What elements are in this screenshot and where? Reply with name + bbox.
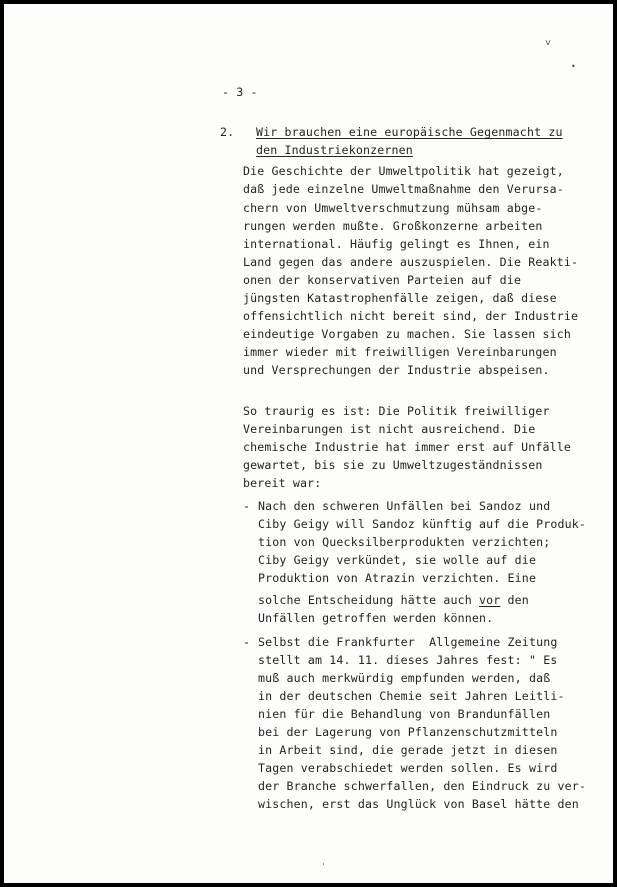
scan-dot: • xyxy=(571,62,576,71)
scan-mark: ˈ xyxy=(321,862,326,871)
text-segment: solche Entscheidung hätte auch xyxy=(258,593,480,607)
text-line: Die Geschichte der Umweltpolitik hat gezeigt, xyxy=(243,164,564,178)
text-line xyxy=(258,593,529,607)
text-line: bereit war: xyxy=(243,476,322,490)
text-line: Tagen verabschiedet werden sollen. Es wird xyxy=(258,761,558,775)
text-line: Produktion von Atrazin verzichten. Eine xyxy=(258,571,537,585)
text-line: Ciby Geigy will Sandoz künftig auf die Produk- xyxy=(258,517,586,531)
text-line: immer wieder mit freiwilligen Vereinbarungen xyxy=(243,345,557,359)
text-line: So traurig es ist: Die Politik freiwilliger xyxy=(243,404,550,418)
text-line: muß auch merkwürdig empfunden werden, daß xyxy=(258,671,551,685)
text-line: chern von Umweltverschmutzung mühsam abge- xyxy=(243,201,543,215)
text-line: wischen, erst das Unglück von Basel hätte den xyxy=(258,797,579,811)
heading-line-1: Wir brauchen eine europäische Gegenmacht zu xyxy=(256,125,563,139)
scan-mark: ˅ xyxy=(545,38,552,49)
text-line: Selbst die Frankfurter Allgemeine Zeitung xyxy=(258,635,558,649)
text-line: in Arbeit sind, die gerade jetzt in diesen xyxy=(258,743,558,757)
text-line: Nach den schweren Unfällen bei Sandoz und xyxy=(258,499,551,513)
text-line: rungen werden mußte. Großkonzerne arbeiten xyxy=(243,219,543,233)
text-line: in der deutschen Chemie seit Jahren Leitli- xyxy=(258,689,565,703)
text-segment: den xyxy=(500,593,529,607)
text-line: Ciby Geigy verkündet, sie wolle auf die xyxy=(258,553,537,567)
underlined-word: vor xyxy=(479,593,501,607)
text-line: stellt am 14. 11. dieses Jahres fest: " Es xyxy=(258,653,558,667)
text-line: eindeutige Vorgaben zu machen. Sie lassen sich xyxy=(243,327,571,341)
text-line: daß jede einzelne Umweltmaßnahme den Verursa- xyxy=(243,182,564,196)
text-line: gewartet, bis sie zu Umweltzugeständnissen xyxy=(243,458,543,472)
text-line: chemische Industrie hat immer erst auf Unfälle xyxy=(243,440,571,454)
page-number: - 3 - xyxy=(222,85,258,99)
text-line: onen der konservativen Parteien auf die xyxy=(243,273,522,287)
text-line: international. Häufig gelingt es Ihnen, ein xyxy=(243,237,550,251)
text-line: bei der Lagerung von Pflanzenschutzmitteln xyxy=(258,725,558,739)
document-page xyxy=(4,4,613,883)
heading-number: 2. xyxy=(220,125,235,139)
text-line: jüngsten Katastrophenfälle zeigen, daß diese xyxy=(243,291,557,305)
text-line: offensichtlich nicht bereit sind, der Industrie xyxy=(243,309,579,323)
text-line: Vereinbarungen ist nicht ausreichend. Die xyxy=(243,422,536,436)
text-line: nien für die Behandlung von Brandunfällen xyxy=(258,707,551,721)
text-line: Land gegen das andere auszuspielen. Die Reakti- xyxy=(243,255,579,269)
text-line: tion von Quecksilberprodukten verzichten; xyxy=(258,535,551,549)
bullet-dash: - xyxy=(243,635,251,649)
bullet-dash: - xyxy=(243,499,251,513)
text-line: der Branche schwerfallen, den Eindruck zu ver- xyxy=(258,779,586,793)
text-line: Unfällen getroffen werden können. xyxy=(258,611,494,625)
heading-line-2: den Industriekonzernen xyxy=(256,143,413,157)
text-line: und Versprechungen der Industrie abspeisen. xyxy=(243,363,550,377)
